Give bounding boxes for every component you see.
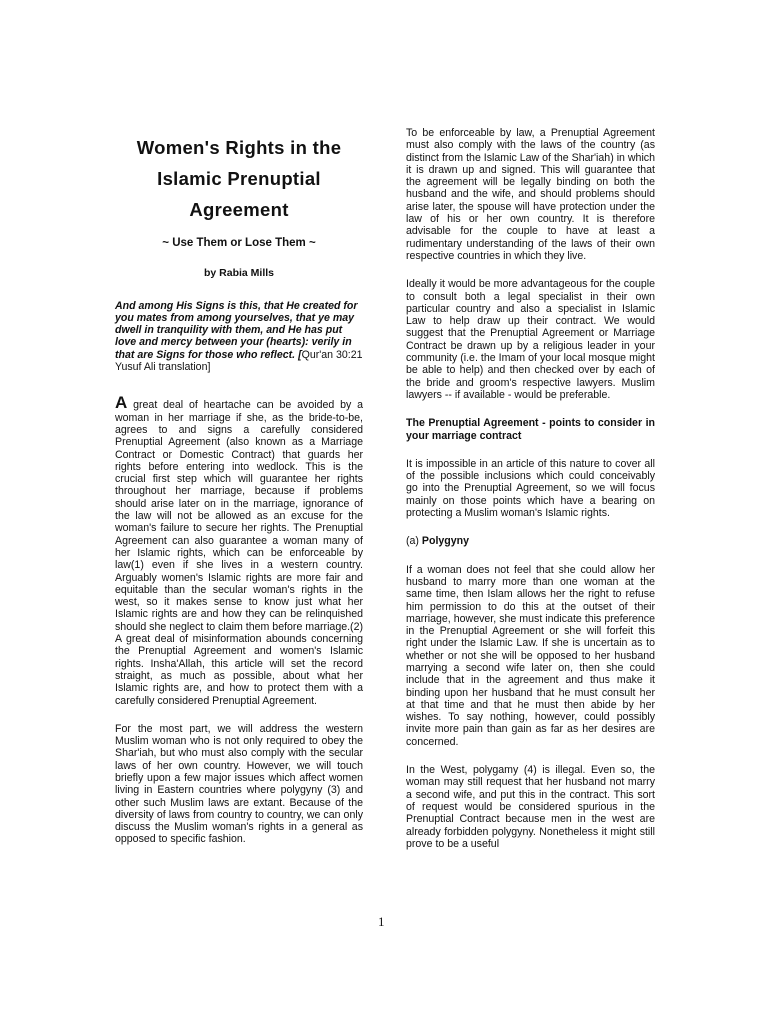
- subtitle: ~ Use Them or Lose Them ~: [162, 237, 316, 249]
- subheading-polygyny: [406, 535, 655, 547]
- left-column: [115, 132, 363, 846]
- byline: by Rabia Mills: [203, 267, 275, 280]
- paragraph-impossible: It is impossible in an article of this nature to cover all of the possible inclusions which could conceivably go into the Prenuptial Agreement, so we will focus mainly on those points which have a bearing on protecting a Muslim woman's Islamic rights.: [406, 457, 655, 520]
- paragraph-west: In the West, polygamy (4) is illegal. Even so, the woman may still request that her husband not marry a second wife, and put this in the contract. This sort of request would be considered spurious in the Prenuptial Contract because men in the west are already forbidden polygyny. Nonetheless it might still prove to be a useful: [406, 764, 655, 850]
- quote-text: And among His Signs is this, that He created for you mates from among yourselves, that ye may dwell in tranquility with them, and He has put love and mercy between your (hearts): verily in that are Signs for those who reflect. [: [115, 299, 358, 361]
- paragraph-polygyny: If a woman does not feel that she could allow her husband to marry more than one woman at the same time, then Islam allows her the right to refuse him permission to do this at the outset of their marriage, however, she must indicate this preference in the Prenuptial Agreement or she will forfeit this right under the Islamic Law. If she is uncertain as to whether or not she will be opposed to her husband marrying a second wife later on, then she could include that in the agreement and thus make it binding upon her husband that he must consult her at that time and that he must then abide by her wishes. To say nothing, however, could possibly invite more pain than gain as far as her desires are concerned.: [406, 563, 655, 748]
- title-line-1: Women's Rights in the: [136, 137, 342, 158]
- paragraph-western-woman: For the most part, we will address the western Muslim woman who is not only required to obey the Shar'iah, but who must also comply with the secular laws of her own country. However, we will touch briefly upon a few major issues which affect women living in Eastern countries where polygyny (3) and other such Muslim laws are extant. Because of the diversity of laws from country to country, we can only discuss the Muslim woman's rights in a general as opposed to specific fashion.: [115, 722, 363, 846]
- paragraph-enforceable: To be enforceable by law, a Prenuptial Agreement must also comply with the laws of the country (as distinct from the Islamic Law of the Shar'iah) in which it is drawn up and signed. This will guarantee that the agreement will be legally binding on both the husband and the wife, and should problems should arise later, the spouse will have protection under the law of his or her own country. It is therefore advisable for the couple to have at least a rudimentary understanding of the laws of their own respective countries in which they live.: [406, 127, 655, 262]
- title-line-2: Islamic Prenuptial: [157, 168, 321, 189]
- paragraph-ideally: Ideally it would be more advantageous for the couple to consult both a legal specialist in their own particular country and also a specialist in Islamic Law to help draw up their contract. We would suggest that the Prenuptial Agreement or Marriage Contract be drawn up by a religious leader in your community (i.e. the Imam of your local mosque might be able to help) and then checked over by each of the bride and groom's respective lawyers. Muslim lawyers -- if available - would be preferable.: [406, 278, 655, 401]
- paragraph-intro: [115, 393, 363, 707]
- drop-cap: A: [115, 393, 128, 413]
- page-number: 1: [378, 914, 385, 929]
- section-heading-points: The Prenuptial Agreement - points to consider in your marriage contract: [406, 417, 655, 442]
- quote-reference: Qur'an 30:21 Yusuf Ali translation]: [115, 348, 363, 374]
- subheading-text: Polygyny: [421, 535, 470, 548]
- title-line-3: Agreement: [189, 199, 289, 220]
- paragraph-intro-text: great deal of heartache can be avoided by a woman in her marriage if she, as the bride-to-be, agrees to and signs a carefully considered Prenuptial Agreement (also known as a Marriage Contract or Domestic Contract) that guards her rights before entering into wedlock. This is the crucial first step which will guarantee her rights throughout her marriage, because if problems should arise later on in the marriage, ignorance of the law will not be allowed as an excuse for the woman's failure to secure her rights. The Prenuptial Agreement can also guarantee a woman many of her Islamic rights, which can be enforceable by law(1) even if she lives in a western country. Arguably women's Islamic rights are more fair and equitable than the secular woman's rights in the west, so it makes sense to know just what her Islamic rights are and how they can be relinquished should she neglect to claim them before marriage.(2) A great deal of misinformation abounds concerning the Prenuptial Agreement and women's Islamic rights. Insha'Allah, this article will set the record straight, as much as possible, about what her Islamic rights are, and how to protect them with a carefully considered Prenuptial Agreement.: [115, 399, 363, 707]
- right-column: [406, 127, 655, 850]
- subheading-label: (a): [406, 535, 419, 548]
- quran-quote: [115, 300, 363, 374]
